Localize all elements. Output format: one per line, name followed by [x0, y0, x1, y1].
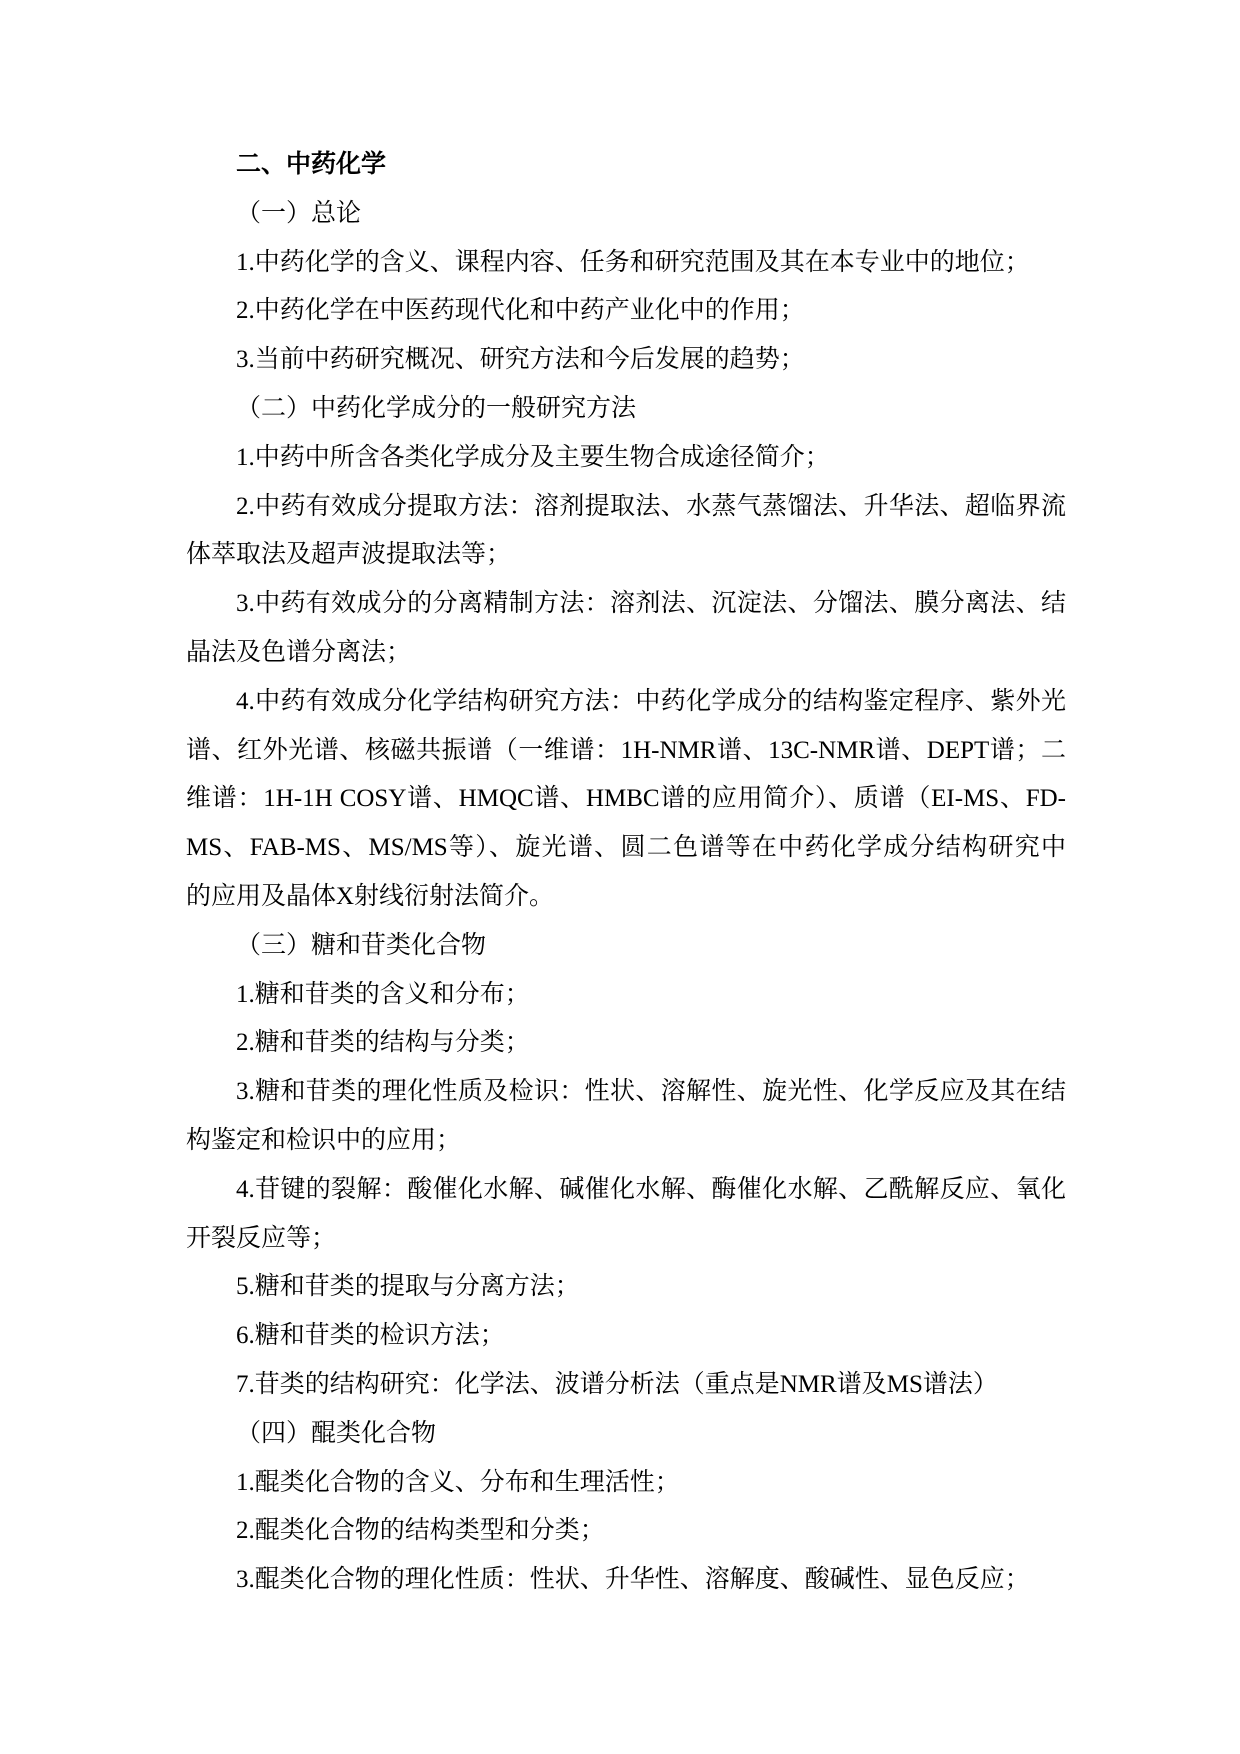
continuation-line: 谱、红外光谱、核磁共振谱（一维谱：1H-NMR谱、13C-NMR谱、DEPT谱；二: [186, 736, 1066, 764]
item-line: 2.醌类化合物的结构类型和分类；: [236, 1517, 605, 1545]
item-line: 5.糖和苷类的提取与分离方法；: [236, 1273, 580, 1301]
continuation-line: 构鉴定和检识中的应用；: [186, 1126, 462, 1154]
item-line: 3.醌类化合物的理化性质：性状、升华性、溶解度、酸碱性、显色反应；: [236, 1566, 1030, 1594]
continuation-line: 的应用及晶体X射线衍射法简介。: [186, 882, 555, 910]
item-line: 7.苷类的结构研究：化学法、波谱分析法（重点是NMR谱及MS谱法）: [236, 1370, 998, 1398]
subsection-2-heading: （二）中药化学成分的一般研究方法: [236, 394, 637, 422]
item-line: 1.糖和苷类的含义和分布；: [236, 980, 530, 1008]
item-line: 2.中药有效成分提取方法：溶剂提取法、水蒸气蒸馏法、升华法、超临界流: [236, 492, 1066, 520]
subsection-4-heading: （四）醌类化合物: [236, 1419, 437, 1447]
continuation-line: 维谱：1H-1H COSY谱、HMQC谱、HMBC谱的应用简介）、质谱（EI-MS、FD-: [186, 785, 1066, 813]
item-line: 1.中药中所含各类化学成分及主要生物合成途径简介；: [236, 443, 830, 471]
continuation-line: 开裂反应等；: [186, 1224, 337, 1252]
item-line: 2.糖和苷类的结构与分类；: [236, 1029, 530, 1057]
continuation-line: 晶法及色谱分离法；: [186, 638, 412, 666]
section-heading: 二、中药化学: [236, 151, 387, 178]
document-body: [186, 141, 1066, 1605]
item-line: 1.醌类化合物的含义、分布和生理活性；: [236, 1468, 680, 1496]
item-line: 2.中药化学在中医药现代化和中药产业化中的作用；: [236, 297, 805, 325]
item-line: 1.中药化学的含义、课程内容、任务和研究范围及其在本专业中的地位；: [236, 248, 1030, 276]
item-line: 3.当前中药研究概况、研究方法和今后发展的趋势；: [236, 346, 805, 374]
item-line: 6.糖和苷类的检识方法；: [236, 1322, 505, 1350]
subsection-1-heading: （一）总论: [236, 199, 362, 227]
item-line: 3.中药有效成分的分离精制方法：溶剂法、沉淀法、分馏法、膜分离法、结: [236, 590, 1066, 618]
continuation-line: MS、FAB-MS、MS/MS等）、旋光谱、圆二色谱等在中药化学成分结构研究中: [186, 834, 1066, 862]
item-line: 4.苷键的裂解：酸催化水解、碱催化水解、酶催化水解、乙酰解反应、氧化: [236, 1175, 1066, 1203]
continuation-line: 体萃取法及超声波提取法等；: [186, 541, 512, 569]
subsection-3-heading: （三）糖和苷类化合物: [236, 931, 487, 959]
item-line: 3.糖和苷类的理化性质及检识：性状、溶解性、旋光性、化学反应及其在结: [236, 1078, 1066, 1106]
item-line: 4.中药有效成分化学结构研究方法：中药化学成分的结构鉴定程序、紫外光: [236, 687, 1066, 715]
